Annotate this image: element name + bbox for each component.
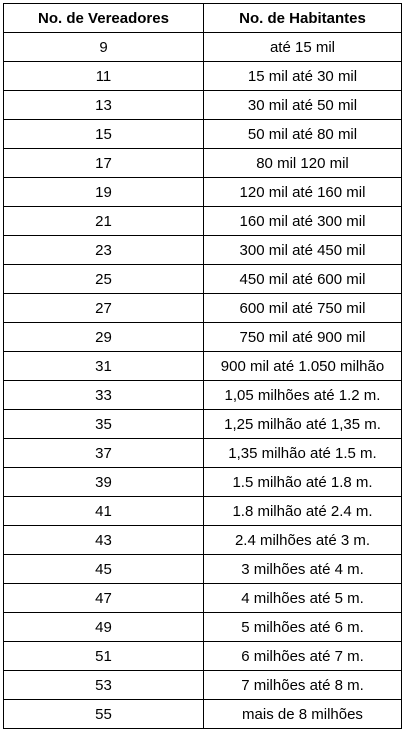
vereadores-table-container <box>3 3 401 729</box>
cell-vereadores: 47 <box>4 584 204 613</box>
table-row <box>4 236 402 265</box>
table-row <box>4 33 402 62</box>
table-row <box>4 584 402 613</box>
cell-vereadores: 41 <box>4 497 204 526</box>
table-body <box>4 33 402 729</box>
cell-habitantes: 300 mil até 450 mil <box>204 236 402 265</box>
cell-vereadores: 15 <box>4 120 204 149</box>
table-row <box>4 62 402 91</box>
cell-vereadores: 51 <box>4 642 204 671</box>
table-row <box>4 294 402 323</box>
header-habitantes: No. de Habitantes <box>204 4 402 33</box>
cell-vereadores: 45 <box>4 555 204 584</box>
header-vereadores: No. de Vereadores <box>4 4 204 33</box>
cell-habitantes: 4 milhões até 5 m. <box>204 584 402 613</box>
cell-vereadores: 25 <box>4 265 204 294</box>
table-row <box>4 91 402 120</box>
cell-habitantes: 1,25 milhão até 1,35 m. <box>204 410 402 439</box>
cell-vereadores: 31 <box>4 352 204 381</box>
cell-habitantes: 1,35 milhão até 1.5 m. <box>204 439 402 468</box>
cell-habitantes: 120 mil até 160 mil <box>204 178 402 207</box>
cell-habitantes: 1,05 milhões até 1.2 m. <box>204 381 402 410</box>
table-row <box>4 207 402 236</box>
table-row <box>4 178 402 207</box>
cell-habitantes: 1.5 milhão até 1.8 m. <box>204 468 402 497</box>
cell-vereadores: 21 <box>4 207 204 236</box>
cell-habitantes: 6 milhões até 7 m. <box>204 642 402 671</box>
cell-vereadores: 43 <box>4 526 204 555</box>
cell-habitantes: 3 milhões até 4 m. <box>204 555 402 584</box>
cell-vereadores: 9 <box>4 33 204 62</box>
table-row <box>4 265 402 294</box>
cell-habitantes: 80 mil 120 mil <box>204 149 402 178</box>
table-row <box>4 613 402 642</box>
cell-habitantes: até 15 mil <box>204 33 402 62</box>
cell-vereadores: 55 <box>4 700 204 729</box>
table-row <box>4 381 402 410</box>
cell-habitantes: 50 mil até 80 mil <box>204 120 402 149</box>
cell-vereadores: 17 <box>4 149 204 178</box>
cell-habitantes: 5 milhões até 6 m. <box>204 613 402 642</box>
cell-habitantes: 900 mil até 1.050 milhão <box>204 352 402 381</box>
table-row <box>4 700 402 729</box>
table-row <box>4 671 402 700</box>
table-row <box>4 468 402 497</box>
cell-vereadores: 37 <box>4 439 204 468</box>
cell-vereadores: 53 <box>4 671 204 700</box>
header-row <box>4 4 402 33</box>
table-row <box>4 497 402 526</box>
table-row <box>4 526 402 555</box>
table-row <box>4 149 402 178</box>
cell-habitantes: mais de 8 milhões <box>204 700 402 729</box>
cell-vereadores: 13 <box>4 91 204 120</box>
cell-vereadores: 49 <box>4 613 204 642</box>
table-row <box>4 439 402 468</box>
cell-vereadores: 39 <box>4 468 204 497</box>
table-header <box>4 4 402 33</box>
cell-vereadores: 23 <box>4 236 204 265</box>
cell-habitantes: 30 mil até 50 mil <box>204 91 402 120</box>
table-row <box>4 120 402 149</box>
cell-vereadores: 27 <box>4 294 204 323</box>
table-row <box>4 352 402 381</box>
cell-habitantes: 750 mil até 900 mil <box>204 323 402 352</box>
vereadores-habitantes-table <box>3 3 402 729</box>
cell-vereadores: 33 <box>4 381 204 410</box>
cell-habitantes: 2.4 milhões até 3 m. <box>204 526 402 555</box>
table-row <box>4 642 402 671</box>
table-row <box>4 323 402 352</box>
cell-habitantes: 600 mil até 750 mil <box>204 294 402 323</box>
cell-habitantes: 160 mil até 300 mil <box>204 207 402 236</box>
cell-vereadores: 19 <box>4 178 204 207</box>
table-row <box>4 555 402 584</box>
cell-habitantes: 7 milhões até 8 m. <box>204 671 402 700</box>
cell-vereadores: 29 <box>4 323 204 352</box>
table-row <box>4 410 402 439</box>
cell-vereadores: 11 <box>4 62 204 91</box>
cell-habitantes: 15 mil até 30 mil <box>204 62 402 91</box>
cell-habitantes: 1.8 milhão até 2.4 m. <box>204 497 402 526</box>
cell-habitantes: 450 mil até 600 mil <box>204 265 402 294</box>
cell-vereadores: 35 <box>4 410 204 439</box>
